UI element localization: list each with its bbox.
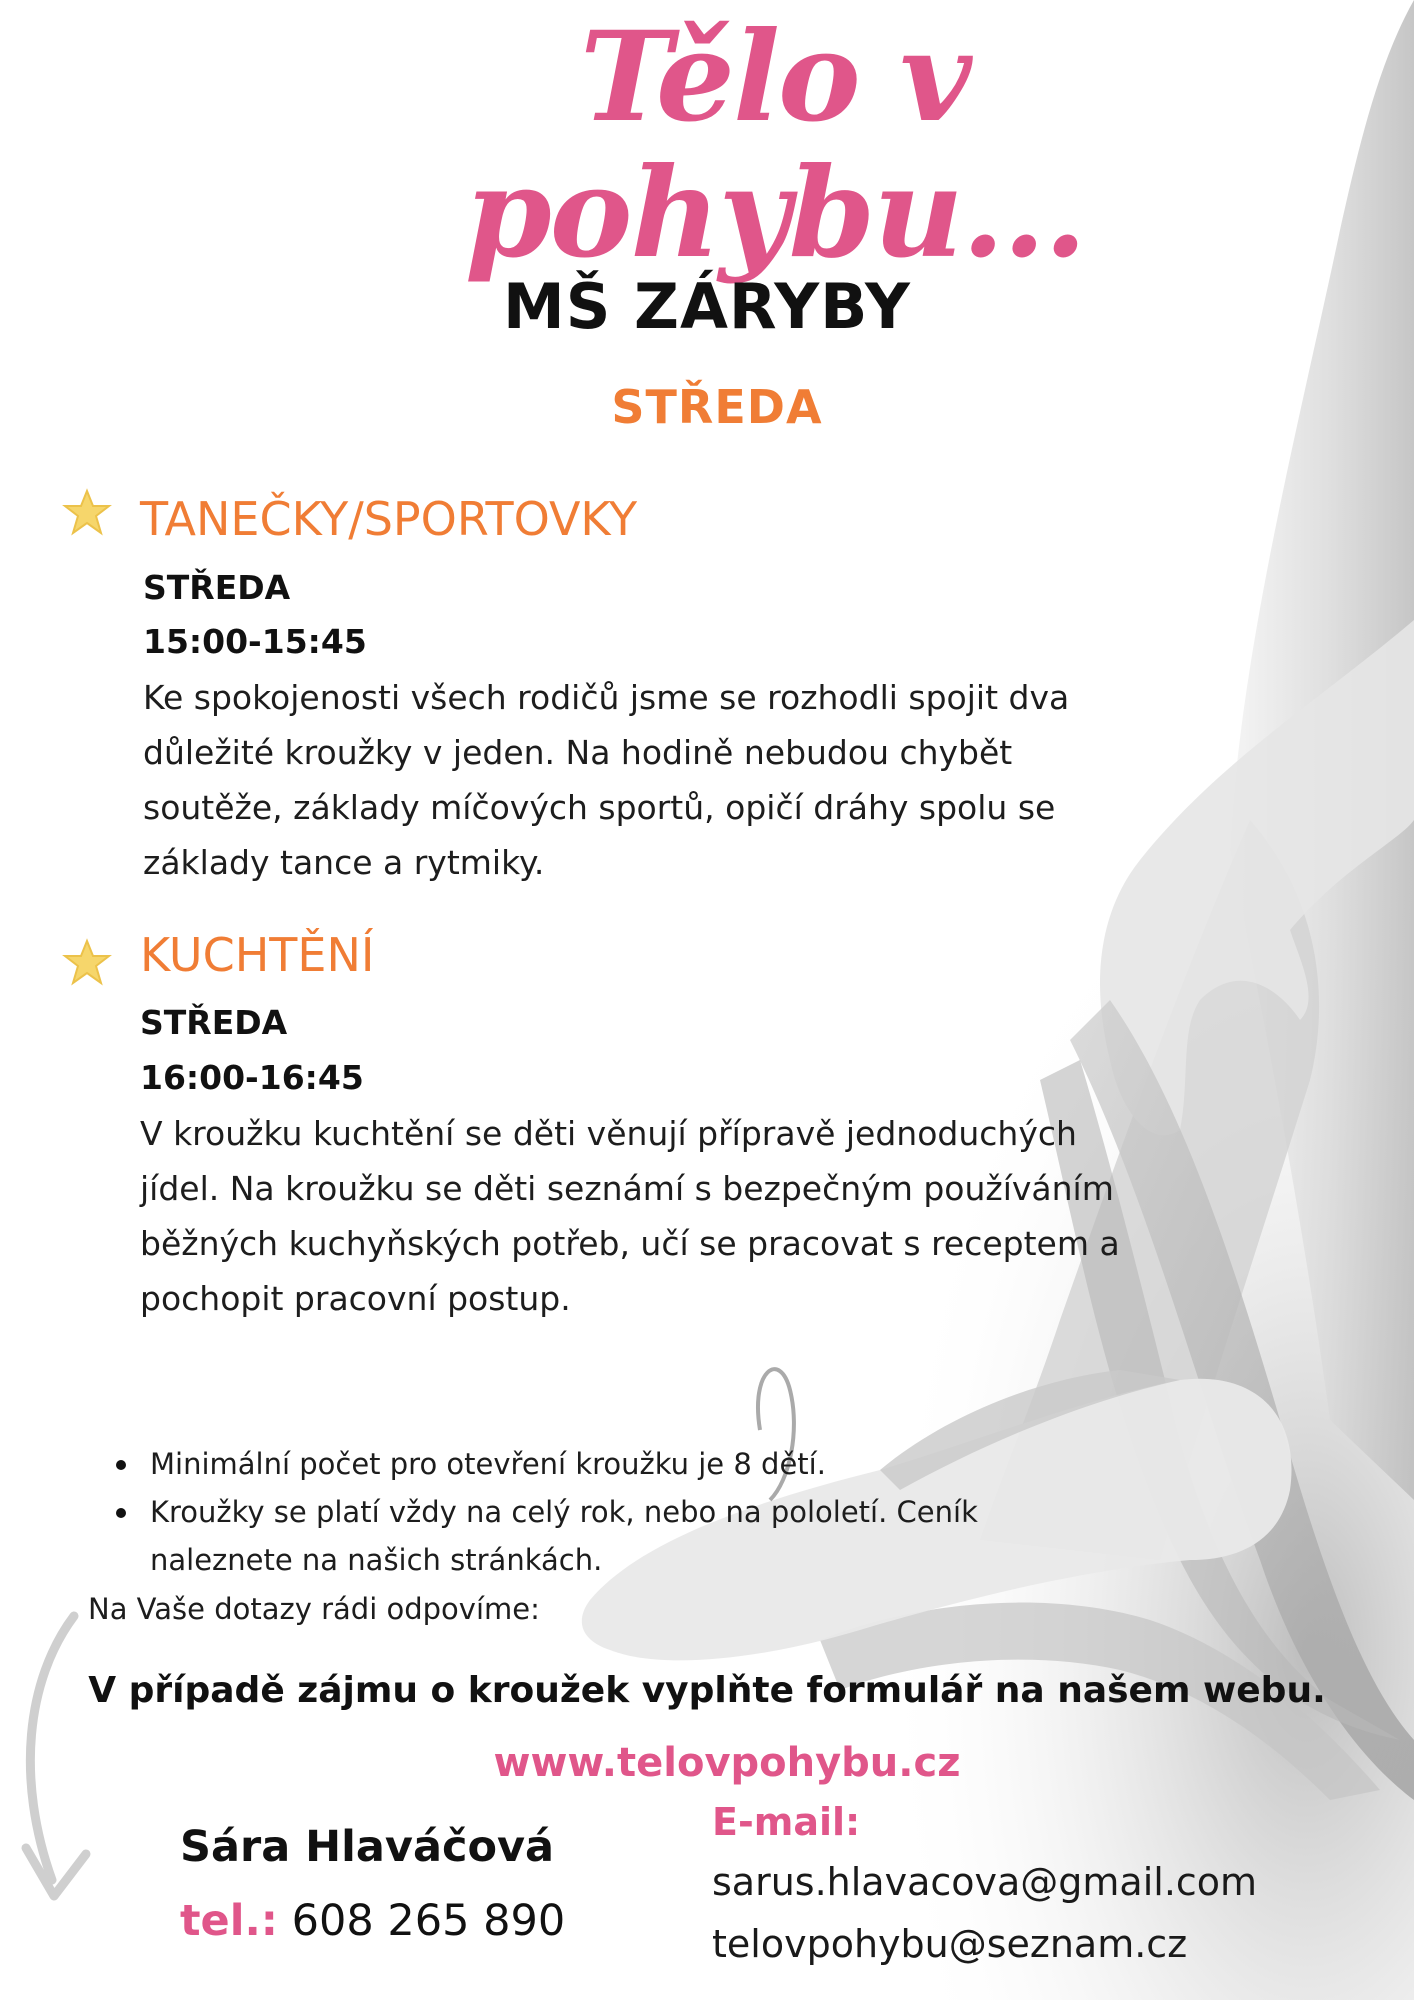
description-line: důležité kroužky v jeden. Na hodině nebudou chybět	[143, 733, 1013, 772]
day-heading: STŘEDA	[611, 380, 823, 434]
contact-name: Sára Hlaváčová	[180, 1822, 555, 1872]
description-line: soutěže, základy míčových sportů, opičí dráhy spolu se	[143, 788, 1056, 827]
email-link[interactable]: telovpohybu@seznam.cz	[712, 1922, 1188, 1966]
section-description	[140, 1106, 1180, 1326]
section-time: 16:00-16:45	[140, 1058, 364, 1097]
notes-list	[110, 1440, 1030, 1584]
poster-title: Tělo v pohybu...	[465, 5, 1085, 287]
star-icon	[62, 938, 112, 988]
note-text: Minimální počet pro otevření kroužku je 8 dětí.	[150, 1447, 826, 1481]
section-description	[143, 670, 1143, 890]
section-day: STŘEDA	[140, 1003, 288, 1042]
cta-text: V případě zájmu o kroužek vyplňte formulář na našem webu.	[88, 1670, 1326, 1711]
school-name: MŠ ZÁRYBY	[503, 270, 911, 343]
note-text: naleznete na našich stránkách.	[150, 1543, 603, 1577]
section-day: STŘEDA	[143, 568, 291, 607]
section-time: 15:00-15:45	[143, 622, 367, 661]
section-title: TANEČKY/SPORTOVKY	[140, 492, 638, 546]
description-line: V kroužku kuchtění se děti věnují přípravě jednoduchých	[140, 1114, 1077, 1153]
phone-label: tel.:	[180, 1896, 278, 1946]
description-line: běžných kuchyňských potřeb, učí se pracovat s receptem a	[140, 1224, 1120, 1263]
questions-text: Na Vaše dotazy rádi odpovíme:	[88, 1592, 540, 1626]
description-line: Ke spokojenosti všech rodičů jsme se rozhodli spojit dva	[143, 678, 1070, 717]
note-text: Kroužky se platí vždy na celý rok, nebo na pololetí. Ceník	[150, 1495, 978, 1529]
email-link[interactable]: sarus.hlavacova@gmail.com	[712, 1860, 1258, 1904]
list-item	[110, 1440, 1030, 1488]
description-line: jídel. Na kroužku se děti seznámí s bezpečným používáním	[140, 1169, 1114, 1208]
email-label: E-mail:	[712, 1800, 861, 1844]
description-line: základy tance a rytmiky.	[143, 843, 545, 882]
description-line: pochopit pracovní postup.	[140, 1279, 571, 1318]
contact-phone	[180, 1896, 565, 1946]
phone-number[interactable]: 608 265 890	[291, 1896, 566, 1946]
list-item	[110, 1488, 1030, 1584]
section-title: KUCHTĚNÍ	[140, 928, 375, 982]
star-icon	[62, 488, 112, 538]
website-link[interactable]: www.telovpohybu.cz	[493, 1740, 961, 1786]
